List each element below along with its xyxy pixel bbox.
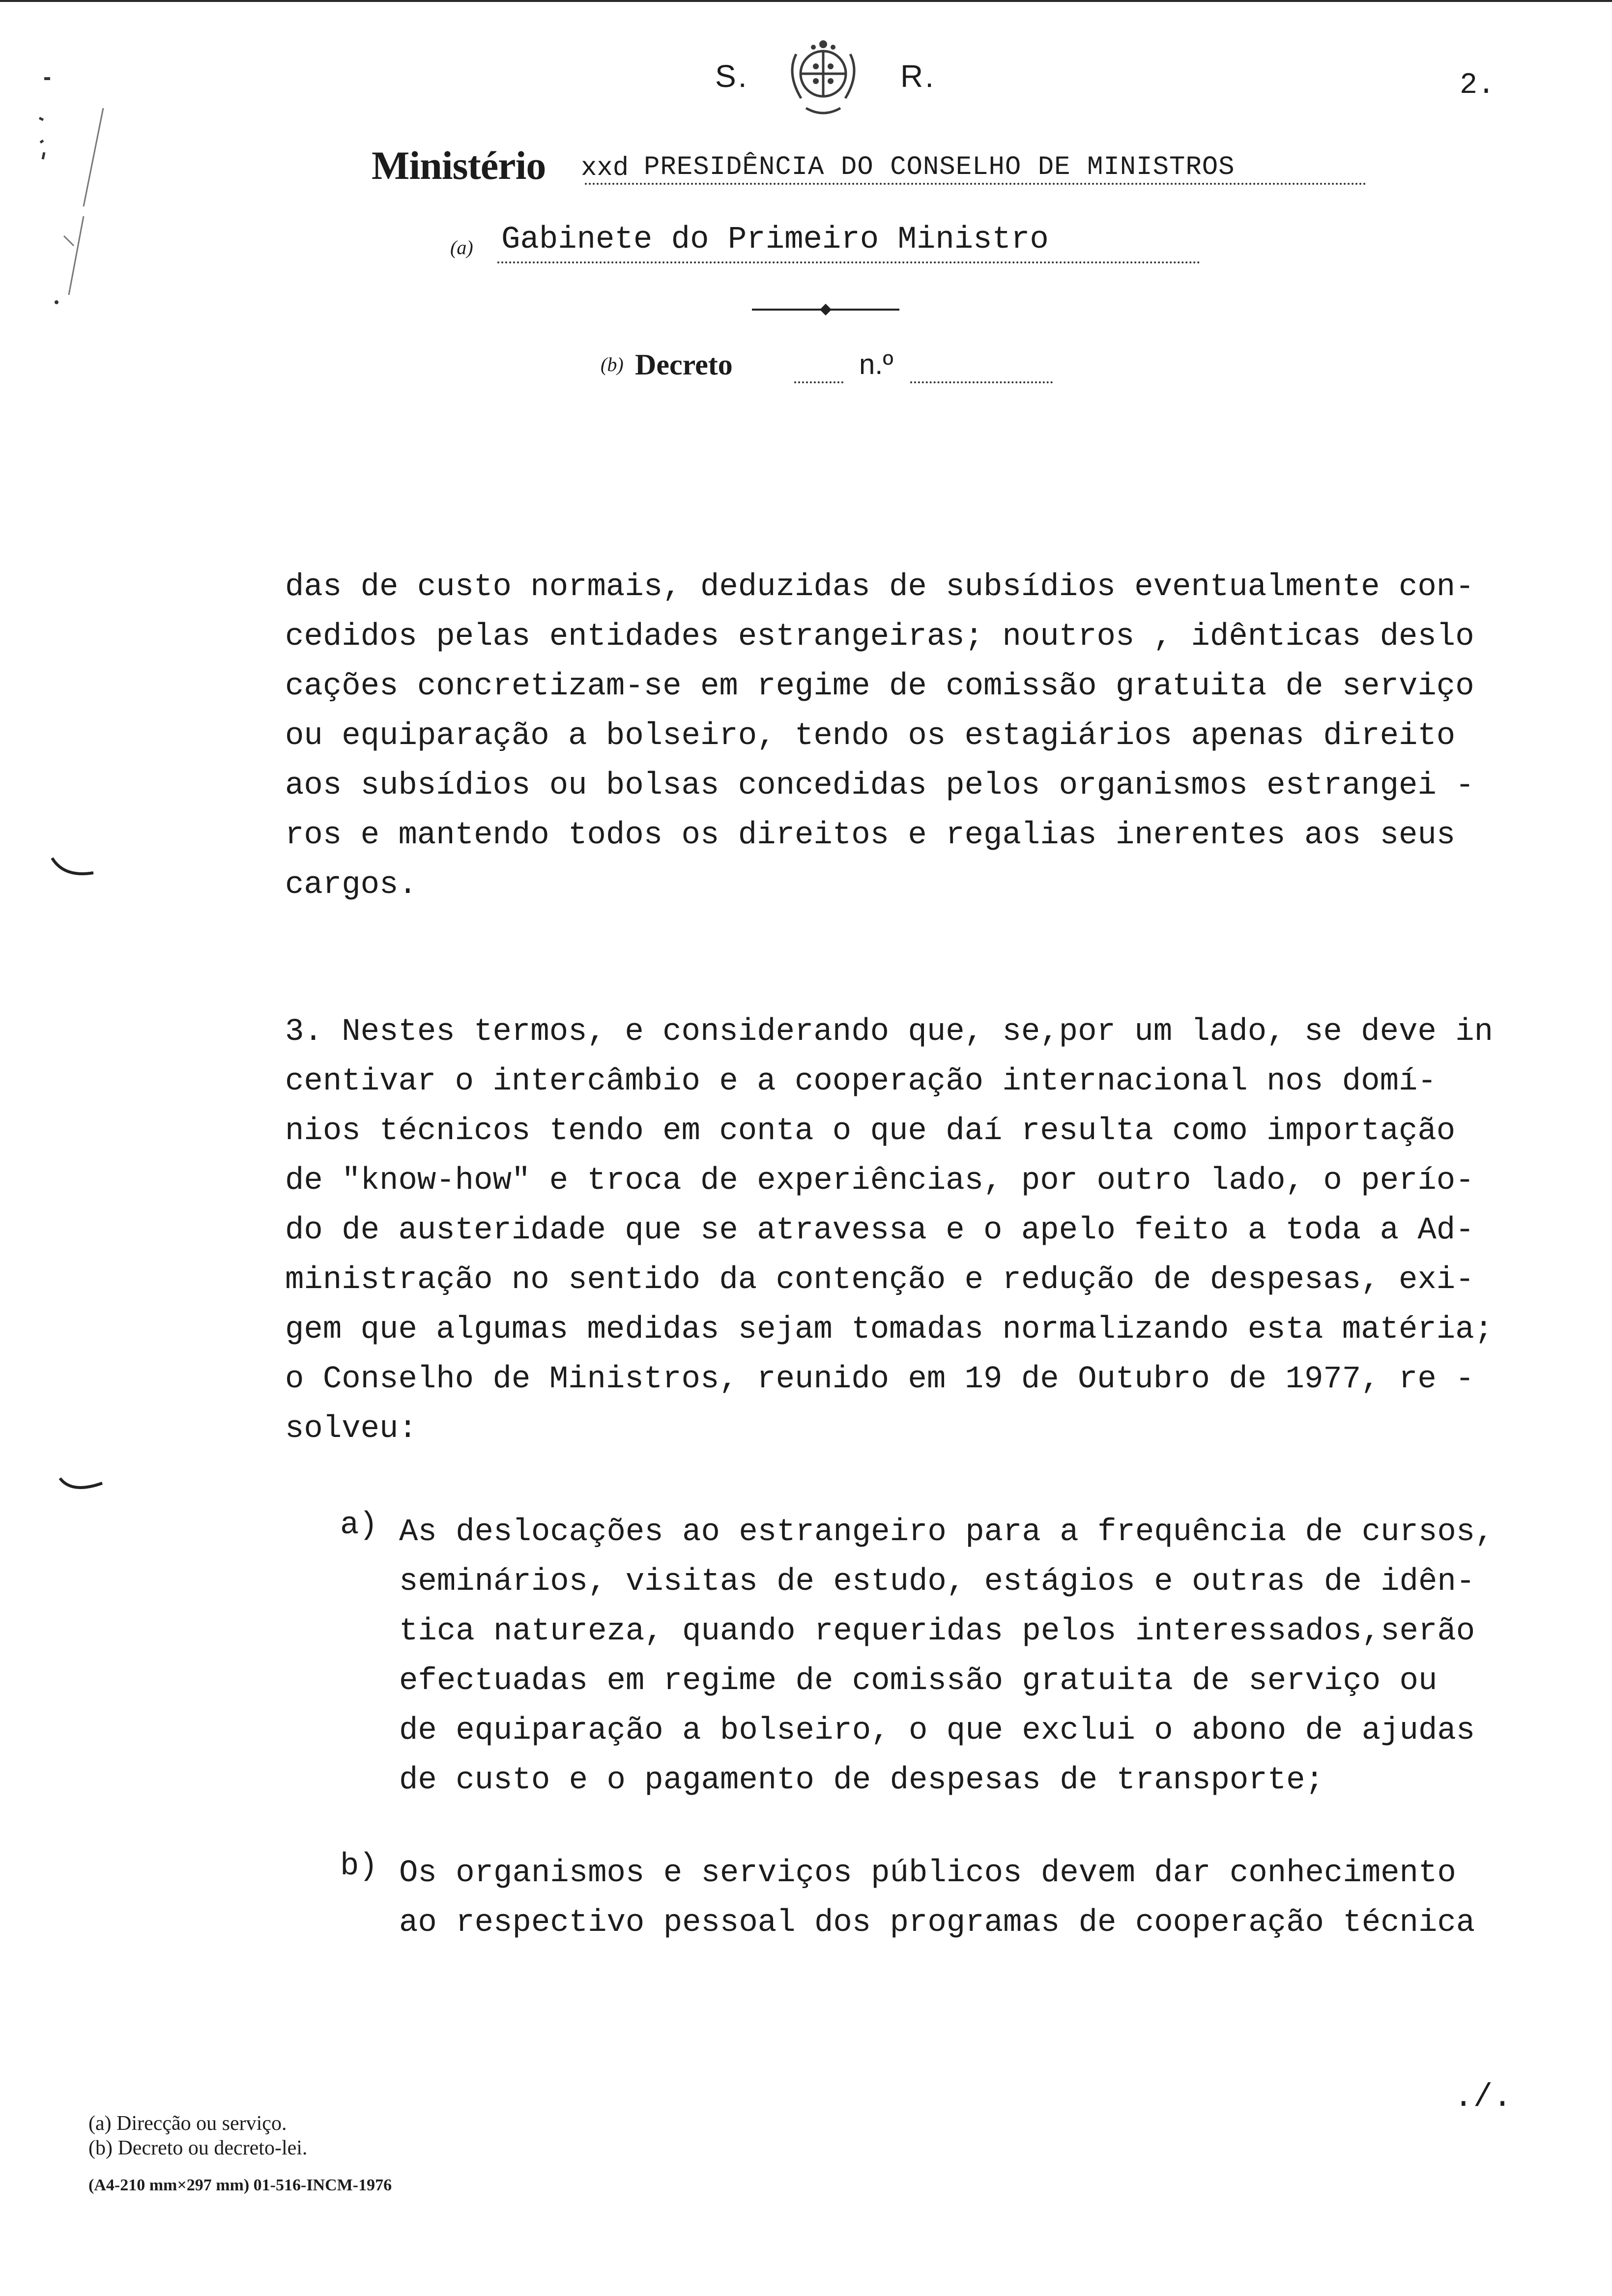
- footnote-b: (b) Decreto ou decreto-lei.: [88, 2137, 308, 2159]
- top-border: [0, 0, 1612, 2]
- decree-dotted-line: [794, 381, 843, 383]
- text-line: centivar o intercâmbio e a cooperação internacional nos domí-: [285, 1064, 1437, 1099]
- department-name: Gabinete do Primeiro Ministro: [501, 222, 1049, 258]
- s-letter: S.: [715, 58, 749, 94]
- form-identifier: (A4-210 mm×297 mm) 01-516-INCM-1976: [88, 2176, 392, 2194]
- number-dotted-line: [910, 381, 1053, 383]
- text-line: gem que algumas medidas sejam tomadas normalizando esta matéria;: [285, 1312, 1493, 1348]
- text-line: solveu:: [285, 1411, 417, 1447]
- text-line: ou equiparação a bolseiro, tendo os estagiários apenas direito: [285, 718, 1456, 754]
- ministry-label-suffix: xxd: [581, 153, 629, 183]
- item-b-paragraph: [399, 1849, 1544, 1948]
- text-line: ministração no sentido da contenção e redução de despesas, exi-: [285, 1263, 1474, 1298]
- text-line: cedidos pelas entidades estrangeiras; noutros , idênticas deslo: [285, 619, 1474, 655]
- text-line: cargos.: [285, 867, 417, 903]
- text-line: do de austeridade que se atravessa e o apelo feito a toda a Ad-: [285, 1213, 1474, 1248]
- department-dotted-line: [497, 261, 1200, 263]
- number-label: n.º: [859, 348, 893, 380]
- text-line: Os organismos e serviços públicos devem dar conhecimento: [399, 1856, 1456, 1891]
- margin-hook-mark-2: [57, 1474, 106, 1504]
- text-line: ao respectivo pessoal dos programas de cooperação técnica: [399, 1905, 1475, 1941]
- ministry-dotted-line: [585, 183, 1366, 185]
- text-line: ros e mantendo todos os direitos e regalias inerentes aos seus: [285, 818, 1456, 853]
- continuation-paragraph: [285, 563, 1538, 910]
- coat-of-arms-icon: [777, 34, 870, 118]
- text-line: aos subsídios ou bolsas concedidas pelos organismos estrangei -: [285, 768, 1474, 804]
- text-line: nios técnicos tendo em conta o que daí resulta como importação: [285, 1114, 1456, 1149]
- page-number: 2.: [1460, 69, 1496, 102]
- text-line: cações concretizam-se em regime de comissão gratuita de serviço: [285, 669, 1474, 704]
- text-line: das de custo normais, deduzidas de subsídios eventualmente con-: [285, 570, 1474, 605]
- item-a-label: a): [340, 1508, 378, 1543]
- text-line: efectuadas em regime de comissão gratuita de serviço ou: [399, 1664, 1438, 1699]
- separator-diamond: [752, 300, 899, 319]
- footnote-marker-a: (a): [450, 236, 473, 258]
- footnote-marker-b: (b): [601, 353, 624, 375]
- text-line: de "know-how" e troca de experiências, por outro lado, o perío-: [285, 1163, 1474, 1199]
- paragraph-3: [285, 1007, 1538, 1454]
- footnote-a: (a) Direcção ou serviço.: [88, 2112, 287, 2135]
- continuation-mark: ./.: [1454, 2079, 1512, 2116]
- ministry-name: PRESIDÊNCIA DO CONSELHO DE MINISTROS: [644, 152, 1235, 182]
- item-b-label: b): [340, 1849, 378, 1884]
- text-line: tica natureza, quando requeridas pelos interessados,serão: [399, 1614, 1475, 1649]
- item-a-paragraph: [399, 1508, 1544, 1806]
- margin-hook-mark: [49, 855, 98, 885]
- footnotes: [88, 2111, 307, 2160]
- ministry-label: Ministério: [372, 143, 546, 188]
- text-line: de custo e o pagamento de despesas de transporte;: [399, 1763, 1324, 1798]
- r-letter: R.: [900, 58, 936, 94]
- text-line: 3. Nestes termos, e considerando que, se,por um lado, se deve in: [285, 1014, 1493, 1050]
- margin-scribble-top: [29, 59, 128, 315]
- text-line: seminários, visitas de estudo, estágios e outras de idên-: [399, 1564, 1475, 1600]
- text-line: o Conselho de Ministros, reunido em 19 de Outubro de 1977, re -: [285, 1362, 1474, 1397]
- text-line: de equiparação a bolseiro, o que exclui o abono de ajudas: [399, 1713, 1475, 1749]
- text-line: As deslocações ao estrangeiro para a frequência de cursos,: [399, 1515, 1494, 1550]
- decree-label: Decreto: [635, 348, 733, 381]
